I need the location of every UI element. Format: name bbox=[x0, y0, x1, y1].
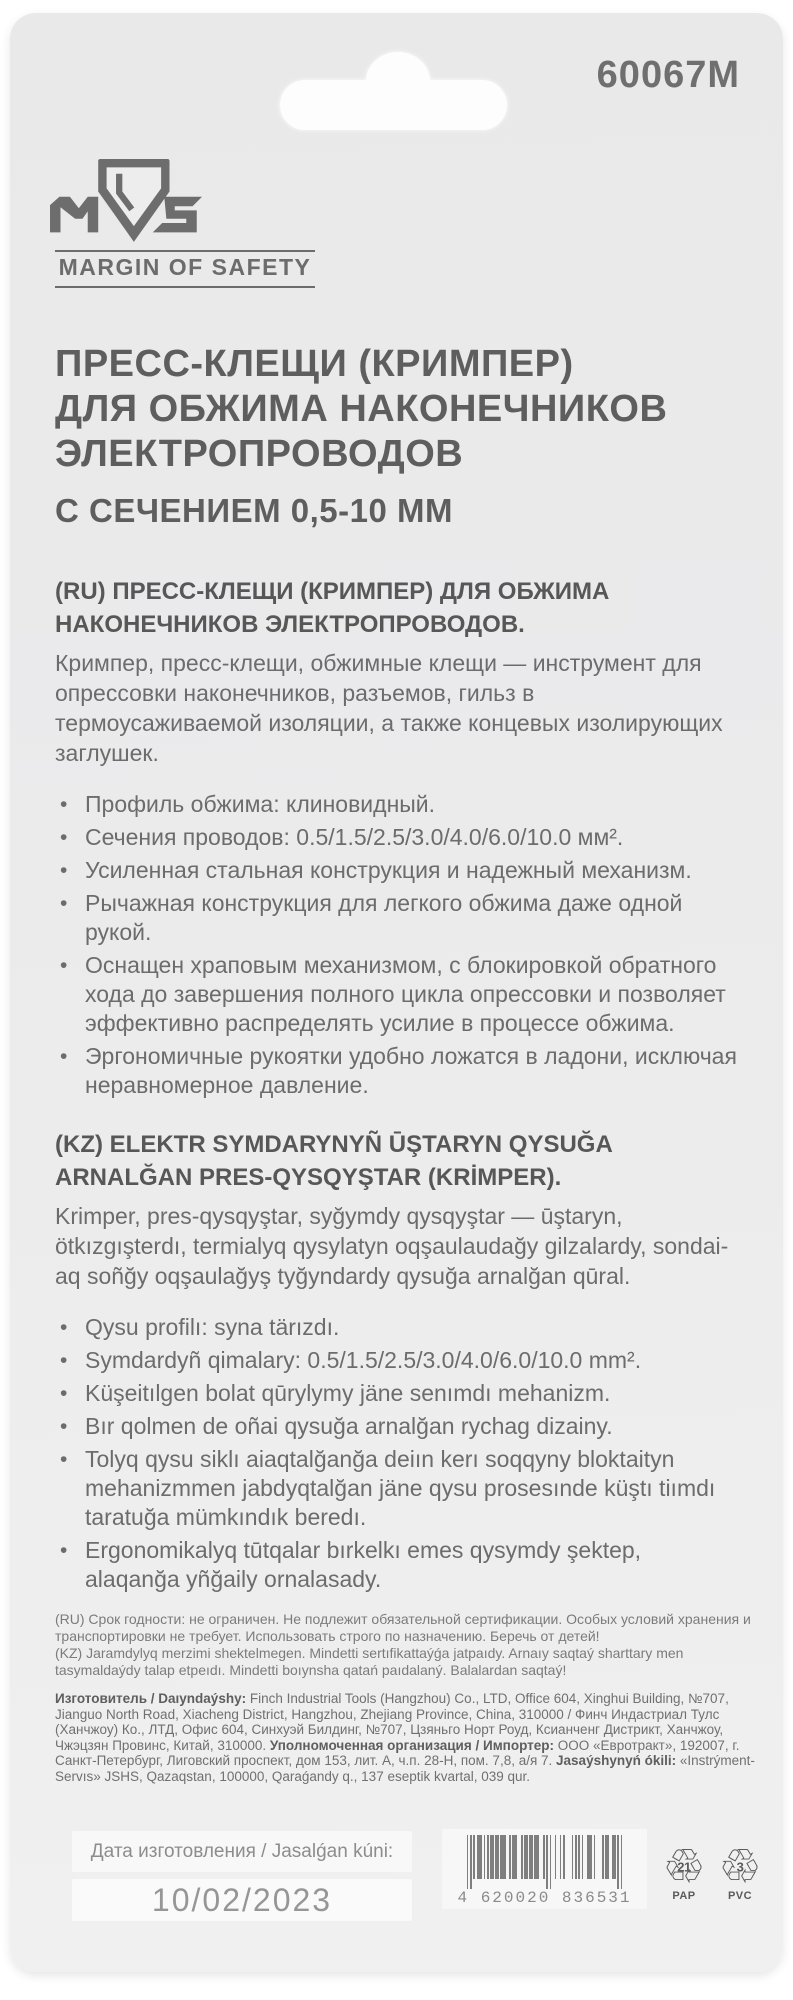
brand-name: MARGIN OF SAFETY bbox=[58, 254, 312, 280]
product-title bbox=[55, 342, 740, 477]
recycling-material: PVC bbox=[727, 1890, 753, 1902]
barcode-bars bbox=[450, 1835, 639, 1889]
manufacturer-text: Finch Industrial Tools (Hangzhou) Co., LTD, Office 604, Xinghui Building, №707, Jianguo North Road, Xiacheng District, Hangzhou, Zhejiang Province, China, 310000 / Финч Индастриал Тулс (Ханчжоу) Ко., ЛТД, Офис 604, Синхуэй Билдинг, №707, Цзяньго Норт Роуд, Ксианченг Дистрикт, Ханчжоу, Чжэцзян Провинс, Китай, 310000. bbox=[55, 1691, 729, 1753]
barcode bbox=[442, 1829, 647, 1909]
bottom-row bbox=[72, 1831, 762, 1931]
brand-rule-top bbox=[55, 250, 315, 252]
recycling-code: 3 bbox=[736, 1859, 744, 1875]
list-item: • Küşeitılgen bolat qūrylymy jäne senımdı mehanizm. bbox=[55, 1379, 740, 1408]
mos-shield-icon bbox=[50, 159, 202, 245]
list-item: • Усиленная стальная конструкция и надежный механизм. bbox=[55, 856, 740, 885]
legal-disclaimer bbox=[55, 1611, 755, 1679]
list-item: • Symdardyñ qimalary: 0.5/1.5/2.5/3.0/4.0/6.0/10.0 mm². bbox=[55, 1346, 740, 1375]
brand-rule-bottom bbox=[55, 286, 315, 288]
kz-feature-list bbox=[55, 1313, 740, 1594]
importer-text: ООО «Евротракт», 192007, г. Санкт-Петербург, Лиговский проспект, дом 153, лит. А, ч.п. 28-Н, пом. 7,8, а/я 7. bbox=[55, 1737, 740, 1768]
list-item: • Tolyq qysu siklı aiaqtalğanğa deiın kerı soqqyny bloktaityn mehanizmmen jabdyqtalğan jäne qysu prosesınde küştı tiımdı taratuğa mümkındık beredı. bbox=[55, 1445, 740, 1532]
product-title-line: ЭЛЕКТРОПРОВОДОВ bbox=[55, 433, 464, 475]
product-title-line: ПРЕСС-КЛЕЩИ (КРИМПЕР) bbox=[55, 343, 574, 385]
production-date-value-box bbox=[72, 1879, 412, 1921]
manufacturer-label: Изготовитель / Daıyndaýshy: bbox=[55, 1691, 247, 1706]
production-date-value: 10/02/2023 bbox=[151, 1881, 333, 1918]
list-item: • Сечения проводов: 0.5/1.5/2.5/3.0/4.0/6.0/10.0 мм². bbox=[55, 823, 740, 852]
recycling-material: PAP bbox=[672, 1890, 696, 1902]
list-item: • Bır qolmen de oñai qysuğa arnalğan rychag dizainy. bbox=[55, 1412, 740, 1441]
list-item: • Рычажная конструкция для легкого обжима даже одной рукой. bbox=[55, 889, 740, 947]
importer-label: Уполномоченная организация / Импортер: bbox=[269, 1737, 555, 1753]
blister-card bbox=[10, 13, 783, 1972]
ru-feature-list bbox=[55, 790, 740, 1100]
card-content bbox=[10, 55, 783, 1594]
production-date-label-box bbox=[72, 1831, 412, 1872]
recycling-badge-pap bbox=[660, 1843, 708, 1902]
legal-ru: (RU) Срок годности: не ограничен. Не подлежит обязательной сертификации. Особых условий хранения и транспортировки не требует. Использовать строго по назначению. Беречь от детей! bbox=[55, 1611, 751, 1644]
list-item: • Профиль обжима: клиновидный. bbox=[55, 790, 740, 819]
recycling-code: 21 bbox=[677, 1859, 691, 1875]
section-kz bbox=[55, 1128, 740, 1594]
manufacturer-info bbox=[55, 1691, 755, 1784]
recycling-marks bbox=[660, 1843, 764, 1902]
production-date-label: Дата изготовления / Jasalǵan kúni: bbox=[90, 1840, 394, 1862]
product-title-line: ДЛЯ ОБЖИМА НАКОНЕЧНИКОВ bbox=[55, 388, 668, 430]
recycling-badge-pvc bbox=[716, 1843, 764, 1902]
section-ru bbox=[55, 575, 740, 1100]
brand-logo bbox=[55, 159, 315, 288]
ru-intro: Кримпер, пресс-клещи, обжимные клещи — инструмент для опрессовки наконечников, разъемов, гильз в термоусаживаемой изоляции, а также концевых изолирующих заглушек. bbox=[55, 650, 723, 766]
list-item: • Qysu profilı: syna tärızdı. bbox=[55, 1313, 740, 1342]
barcode-digits: 4 620020 836531 bbox=[457, 1889, 632, 1907]
kz-representative-label: Jasaýshynyń ókili: bbox=[556, 1753, 677, 1768]
list-item: • Ergonomikalyq tūtqalar bırkelkı emes qysymdy şektep, alaqanğa yñğaily ornalasady. bbox=[55, 1536, 740, 1594]
product-subtitle: С СЕЧЕНИЕМ 0,5-10 ММ bbox=[55, 492, 453, 529]
legal-kz: (KZ) Jaramdylyq merzimi shektelmegen. Mindetti sertıfikattaýǵa jatpaıdy. Arnaıy saqtaý sharttary men tasymaldaýdy talap etpeıdı. Mindetti boıynsha qatań paıdalaný. Balalardan saqtaý! bbox=[55, 1645, 684, 1678]
list-item: • Оснащен храповым механизмом, с блокировкой обратного хода до завершения полного цикла опрессовки и позволяет эффективно распределять усилие в процессе обжима. bbox=[55, 951, 740, 1038]
kz-heading: (KZ) ELEKTR SYMDARYNYÑ ŪŞTARYN QYSUĞA ARNALĞAN PRES-QYSQYŞTAR (KRİMPER). bbox=[55, 1131, 612, 1191]
product-code: 60067M bbox=[596, 54, 740, 96]
kz-representative-text: «Instrýment-Servıs» JSHS, Qazaqstan, 100000, Qaraǵandy q., 137 eseptik kvartal, 039 qur. bbox=[55, 1753, 755, 1784]
kz-intro: Krimper, pres-qysqyştar, syğymdy qysqyştar — ūştaryn, ötkızgışterdı, termialyq qysylatyn oqşaulaudağy gilzalardy, sondai-aq soñğy oqşaulağyş tyğyndardy qysuğa arnalğan qūral. bbox=[55, 1203, 729, 1289]
ru-heading: (RU) ПРЕСС-КЛЕЩИ (КРИМПЕР) ДЛЯ ОБЖИМА НАКОНЕЧНИКОВ ЭЛЕКТРОПРОВОДОВ. bbox=[55, 578, 610, 638]
list-item: • Эргономичные рукоятки удобно ложатся в ладони, исключая неравномерное давление. bbox=[55, 1042, 740, 1100]
production-date-block bbox=[72, 1831, 412, 1921]
